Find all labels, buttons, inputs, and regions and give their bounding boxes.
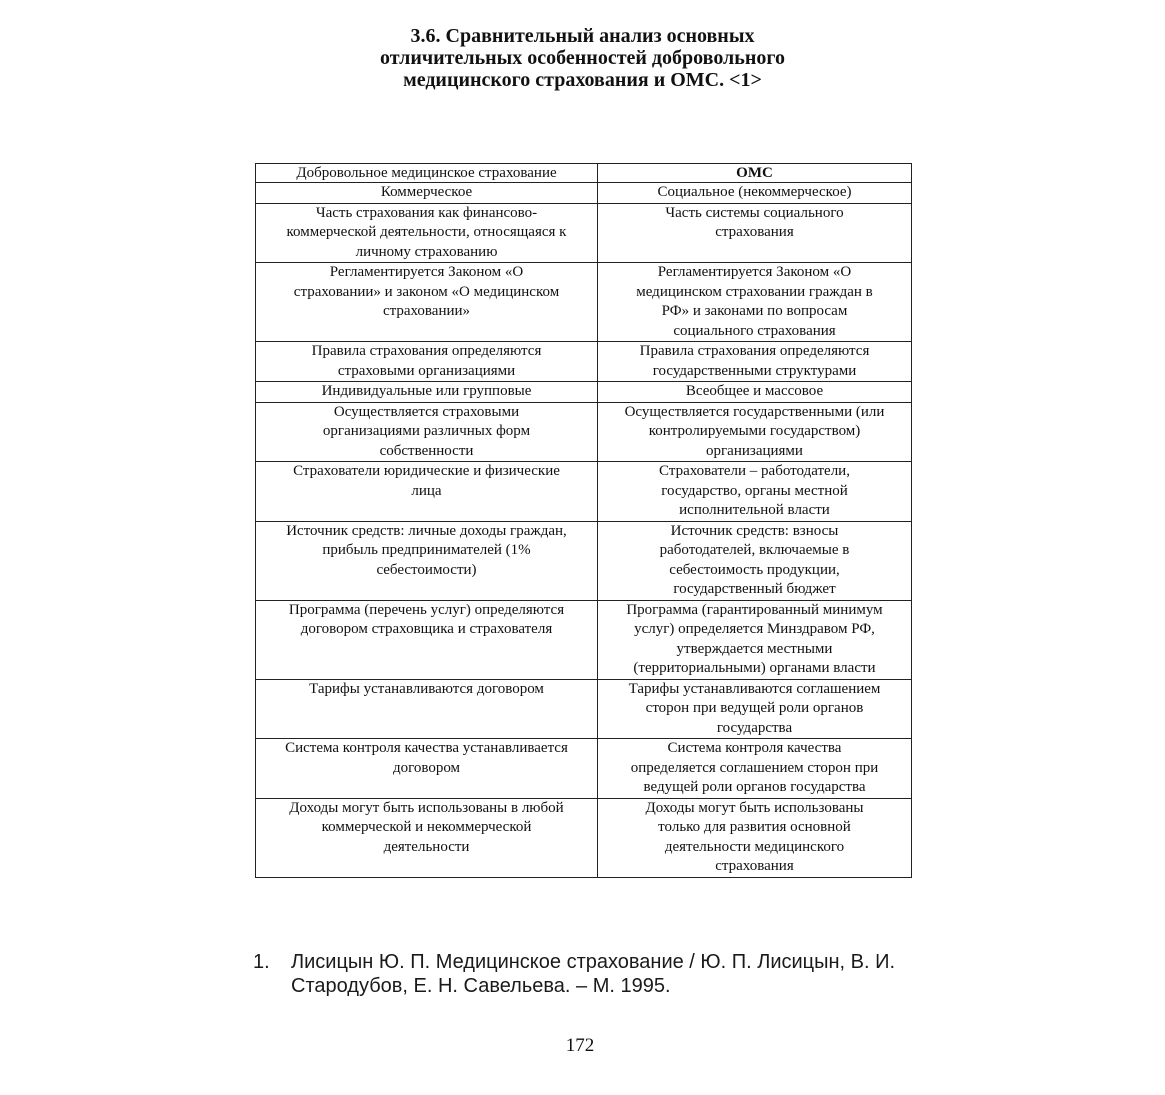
page-number: 172	[565, 1035, 595, 1056]
cell-voluntary: Коммерческое	[256, 183, 598, 204]
cell-voluntary: Осуществляется страховыми организациями различных форм собственности	[256, 402, 598, 462]
table-row	[256, 521, 912, 600]
title-line-2: отличительных особенностей добровольного	[380, 47, 785, 69]
cell-oms: Всеобщее и массовое	[598, 382, 912, 403]
cell-voluntary: Страхователи юридические и физические лица	[256, 462, 598, 522]
cell-oms: Регламентируется Законом «О медицинском страховании граждан в РФ» и законами по вопросам социального страхования	[598, 263, 912, 342]
cell-oms: Тарифы устанавливаются соглашением сторон при ведущей роли органов государства	[598, 679, 912, 739]
table-row	[256, 183, 912, 204]
footnote	[253, 950, 933, 998]
title-line-3: медицинского страхования и ОМС. <1>	[403, 69, 762, 91]
cell-oms: Доходы могут быть использованы только для развития основной деятельности медицинского страхования	[598, 798, 912, 877]
table-row	[256, 679, 912, 739]
table-header-row	[256, 164, 912, 183]
cell-oms: Источник средств: взносы работодателей, включаемые в себестоимость продукции, государственный бюджет	[598, 521, 912, 600]
table-row	[256, 203, 912, 263]
table-row	[256, 263, 912, 342]
cell-voluntary: Часть страхования как финансово- коммерческой деятельности, относящаяся к личному страхованию	[256, 203, 598, 263]
cell-voluntary: Регламентируется Законом «О страховании» и законом «О медицинском страховании»	[256, 263, 598, 342]
table-row	[256, 402, 912, 462]
cell-voluntary: Система контроля качества устанавливается договором	[256, 739, 598, 799]
title-line-1: 3.6. Сравнительный анализ основных	[410, 25, 755, 47]
cell-voluntary: Доходы могут быть использованы в любой коммерческой и некоммерческой деятельности	[256, 798, 598, 877]
cell-oms: Система контроля качества определяется соглашением сторон при ведущей роли органов государства	[598, 739, 912, 799]
comparison-table	[255, 163, 912, 878]
cell-oms: Осуществляется государственными (или контролируемыми государством) организациями	[598, 402, 912, 462]
footnote-line-2: Стародубов, Е. Н. Савельева. – М. 1995.	[291, 975, 671, 997]
cell-voluntary: Источник средств: личные доходы граждан, прибыль предпринимателей (1% себестоимости)	[256, 521, 598, 600]
table-row	[256, 382, 912, 403]
cell-voluntary: Тарифы устанавливаются договором	[256, 679, 598, 739]
cell-oms: Правила страхования определяются государственными структурами	[598, 342, 912, 382]
table-row	[256, 739, 912, 799]
table-row	[256, 342, 912, 382]
cell-oms: Страхователи – работодатели, государство, органы местной исполнительной власти	[598, 462, 912, 522]
cell-voluntary: Индивидуальные или групповые	[256, 382, 598, 403]
section-title	[300, 25, 865, 91]
table-row	[256, 462, 912, 522]
cell-oms: Программа (гарантированный минимум услуг) определяется Минздравом РФ, утверждается местными (территориальными) органами власти	[598, 600, 912, 679]
cell-oms: Часть системы социального страхования	[598, 203, 912, 263]
cell-voluntary: Программа (перечень услуг) определяются договором страховщика и страхователя	[256, 600, 598, 679]
table-row	[256, 798, 912, 877]
cell-oms: Социальное (некоммерческое)	[598, 183, 912, 204]
cell-voluntary: Правила страхования определяются страховыми организациями	[256, 342, 598, 382]
table-row	[256, 600, 912, 679]
header-oms: ОМС	[598, 164, 912, 183]
footnote-number: 1.	[253, 951, 270, 973]
footnote-line-1: Лисицын Ю. П. Медицинское страхование / Ю. П. Лисицын, В. И.	[291, 951, 896, 973]
header-voluntary: Добровольное медицинское страхование	[256, 164, 598, 183]
